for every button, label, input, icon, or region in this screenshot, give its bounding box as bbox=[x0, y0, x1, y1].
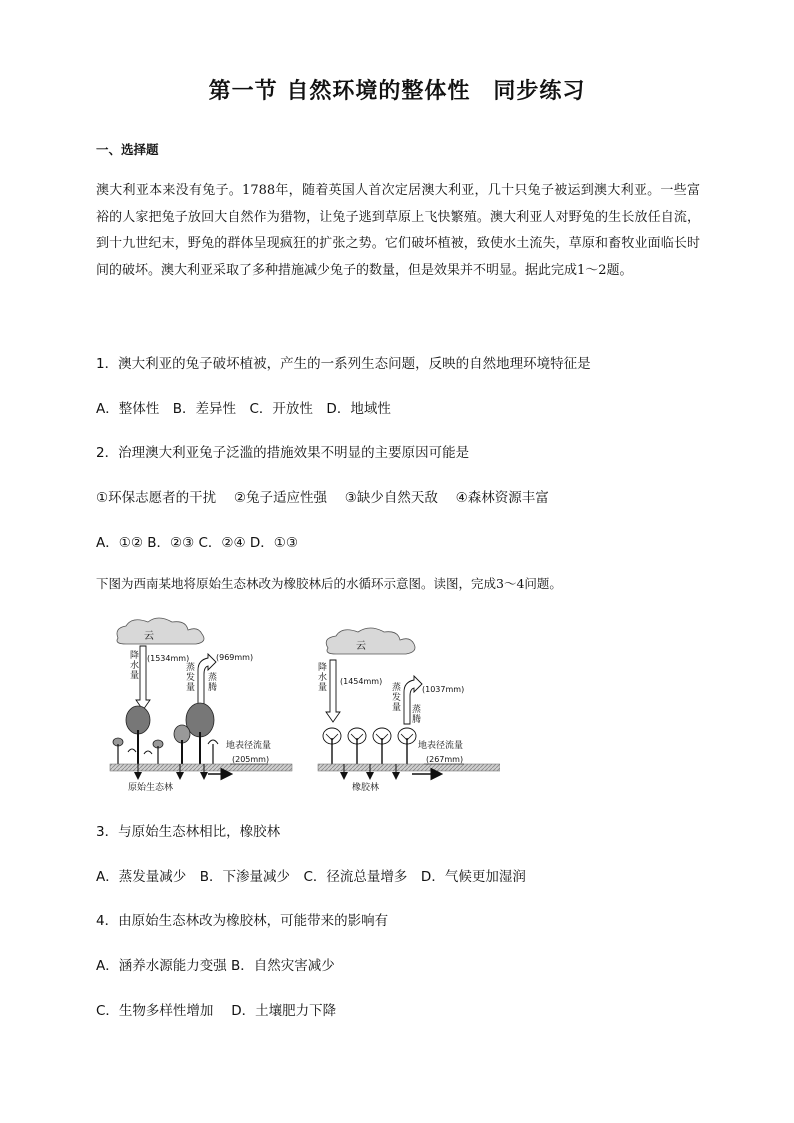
reading-passage-2: 下图为西南某地将原始生态林改为橡胶林后的水循环示意图。读图，完成3～4问题。 bbox=[96, 576, 562, 591]
precip-value-right: (1454mm) bbox=[340, 677, 383, 686]
forest-trees bbox=[113, 703, 214, 748]
transp-label-right-2: 腾 bbox=[412, 715, 422, 725]
page-title: 第一节 自然环境的整体性 同步练习 bbox=[208, 79, 586, 104]
question-1-options: A．整体性 B．差异性 C．开放性 D．地域性 bbox=[96, 401, 391, 417]
evap-label-3: 量 bbox=[186, 683, 196, 693]
question-1-stem: 1．澳大利亚的兔子破坏植被，产生的一系列生态问题，反映的自然地理环境特征是 bbox=[96, 356, 591, 372]
transp-label-2: 腾 bbox=[208, 683, 218, 693]
question-4-options-ab: A．涵养水源能力变强 B．自然灾害减少 bbox=[96, 958, 335, 974]
evap-label-right-1: 蒸 bbox=[392, 683, 402, 693]
ground-strip-right bbox=[318, 764, 500, 771]
precip-label-right-2: 水 bbox=[318, 673, 328, 683]
precip-label-3: 量 bbox=[130, 671, 140, 681]
runoff-label-right: 地表径流量 bbox=[418, 741, 464, 751]
runoff-value: (205mm) bbox=[232, 755, 270, 764]
section-heading: 一、选择题 bbox=[96, 142, 159, 157]
precip-value: (1534mm) bbox=[147, 654, 190, 663]
rubber-plantation-caption: 橡胶林 bbox=[352, 783, 380, 793]
question-4-options-cd: C．生物多样性增加 D．土壤肥力下降 bbox=[96, 1003, 337, 1019]
question-2-options: A．①② B．②③ C．②④ D．①③ bbox=[96, 535, 299, 551]
cloud-shape bbox=[117, 618, 204, 644]
question-2-stem: 2．治理澳大利亚兔子泛滥的措施效果不明显的主要原因可能是 bbox=[96, 445, 470, 461]
precip-label-right-3: 量 bbox=[318, 683, 328, 693]
cloud-label-right: 云 bbox=[356, 641, 366, 652]
question-4-stem: 4．由原始生态林改为橡胶林，可能带来的影响有 bbox=[96, 913, 389, 929]
runoff-label: 地表径流量 bbox=[226, 741, 272, 751]
reading-passage-1: 澳大利亚本来没有兔子。1788年，随着英国人首次定居澳大利亚，几十只兔子被运到澳大利亚。一些富裕的人家把兔子放回大自然作为猎物，让兔子逃到草原上飞快繁殖。澳大利亚人对野兔的生长放任自流，到十九世纪末，野兔的群体呈现疯狂的扩张之势。它们破坏植被，致使水土流失，草原和畜牧业面临长时间的破坏。澳大利亚采取了多种措施减少兔子的数量，但是效果并不明显。据此完成1～2题。 bbox=[96, 183, 700, 278]
water-cycle-figure bbox=[100, 612, 500, 798]
precip-label-right-1: 降 bbox=[318, 663, 328, 673]
evap-value-right: (1037mm) bbox=[422, 685, 465, 694]
question-3-stem: 3．与原始生态林相比，橡胶林 bbox=[96, 824, 281, 840]
evap-label-right-3: 量 bbox=[392, 703, 402, 713]
cloud-label: 云 bbox=[144, 631, 154, 642]
cloud-shape-right bbox=[326, 628, 415, 654]
evap-label-right-2: 发 bbox=[392, 693, 402, 703]
precipitation-arrow-right bbox=[326, 660, 340, 722]
evap-label-1: 蒸 bbox=[186, 663, 196, 673]
rubber-plantation-diagram bbox=[318, 628, 500, 793]
transp-label-1: 蒸 bbox=[208, 673, 218, 683]
question-3-options: A．蒸发量减少 B．下渗量减少 C．径流总量增多 D．气候更加湿润 bbox=[96, 869, 526, 885]
question-2-items: ①环保志愿者的干扰 ②兔子适应性强 ③缺少自然天敌 ④森林资源丰富 bbox=[96, 490, 549, 506]
ground-strip bbox=[110, 764, 292, 771]
evap-value: (969mm) bbox=[216, 653, 254, 662]
evap-label-2: 发 bbox=[186, 673, 196, 683]
original-forest-diagram bbox=[110, 618, 292, 793]
precip-label-2: 水 bbox=[130, 661, 140, 671]
precip-label-1: 降 bbox=[130, 651, 140, 661]
original-forest-caption: 原始生态林 bbox=[128, 783, 174, 793]
transp-label-right-1: 蒸 bbox=[412, 705, 422, 715]
rubber-trees bbox=[323, 728, 416, 744]
runoff-value-right: (267mm) bbox=[426, 755, 464, 764]
